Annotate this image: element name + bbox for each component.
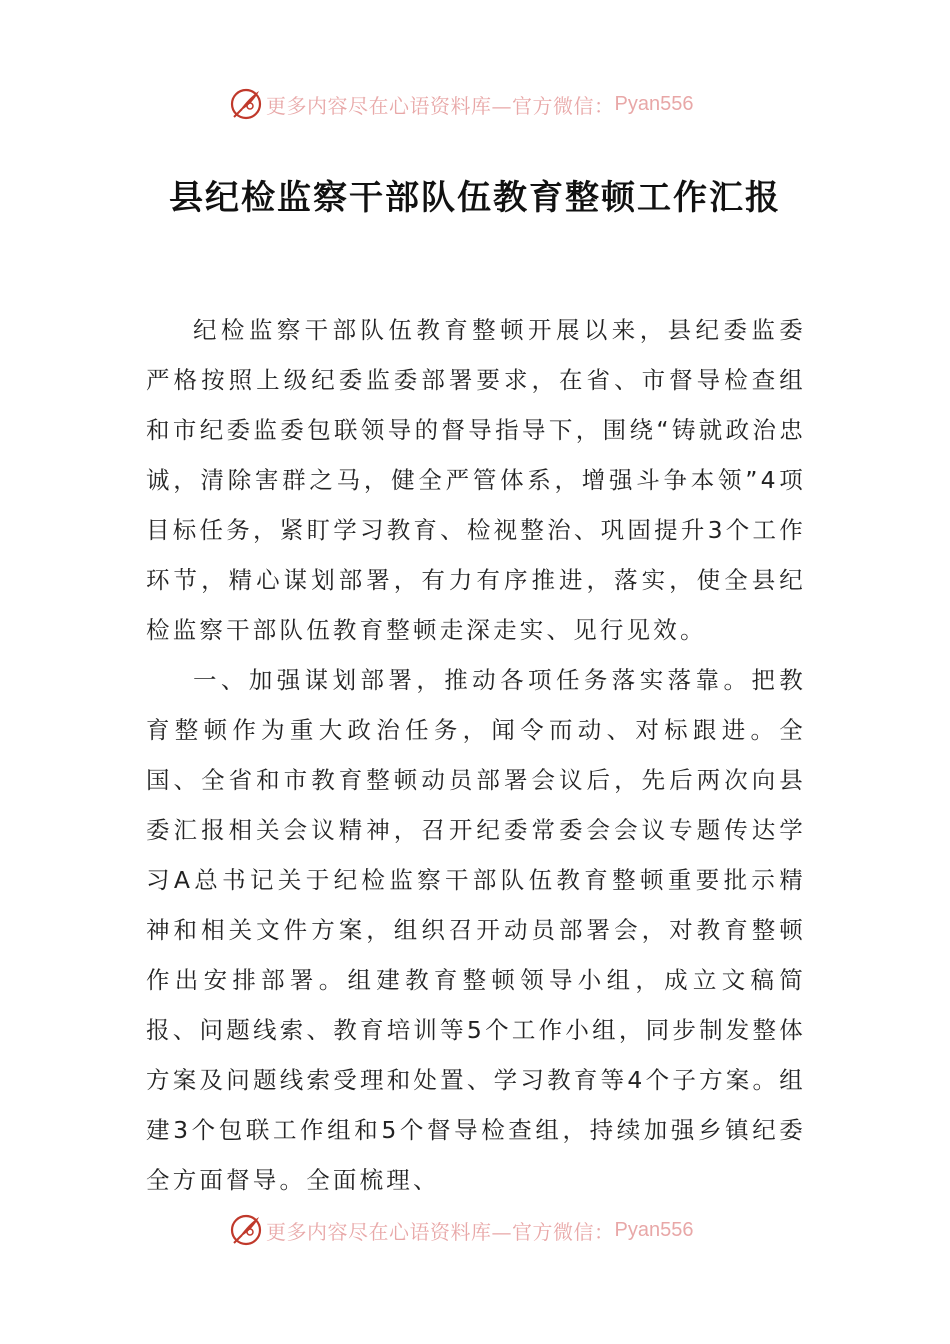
quill-logo-icon xyxy=(228,1212,264,1248)
banner-wechat-id: Pyan556 xyxy=(614,92,694,115)
banner-site-text: 更多内容尽在心语资料库—官方微信： xyxy=(266,93,615,118)
footer-banner[interactable] xyxy=(228,1212,728,1248)
document-title: 县纪检监察干部队伍教育整顿工作汇报 xyxy=(169,178,781,218)
quill-logo-icon xyxy=(228,86,264,122)
header-banner[interactable] xyxy=(228,86,728,122)
banner-wechat-id: Pyan556 xyxy=(614,1218,694,1241)
section-one-paragraph: 一、加强谋划部署，推动各项任务落实落靠。把教育整顿作为重大政治任务，闻令而动、对标跟进。全国、全省和市教育整顿动员部署会议后，先后两次向县委汇报相关会议精神，召开纪委常委会会议专题传达学习A总书记关于纪检监察干部队伍教育整顿重要批示精神和相关文件方案，组织召开动员部署会，对教育整顿作出安排部署。组建教育整顿领导小组，成立文稿简报、问题线索、教育培训等5个工作小组，同步制发整体方案及问题线索受理和处置、学习教育等4个子方案。组建3个包联工作组和5个督导检查组，持续加强乡镇纪委全方面督导。全面梳理、 xyxy=(146,666,806,1194)
banner-site-text: 更多内容尽在心语资料库—官方微信： xyxy=(266,1219,615,1244)
intro-paragraph: 纪检监察干部队伍教育整顿开展以来，县纪委监委严格按照上级纪委监委部署要求，在省、市督导检查组和市纪委监委包联领导的督导指导下，围绕“铸就政治忠诚，清除害群之马，健全严管体系，增强斗争本领”4项目标任务，紧盯学习教育、检视整治、巩固提升3个工作环节，精心谋划部署，有力有序推进，落实，使全县纪检监察干部队伍教育整顿走深走实、见行见效。 xyxy=(146,316,806,644)
document-body xyxy=(146,305,806,1205)
